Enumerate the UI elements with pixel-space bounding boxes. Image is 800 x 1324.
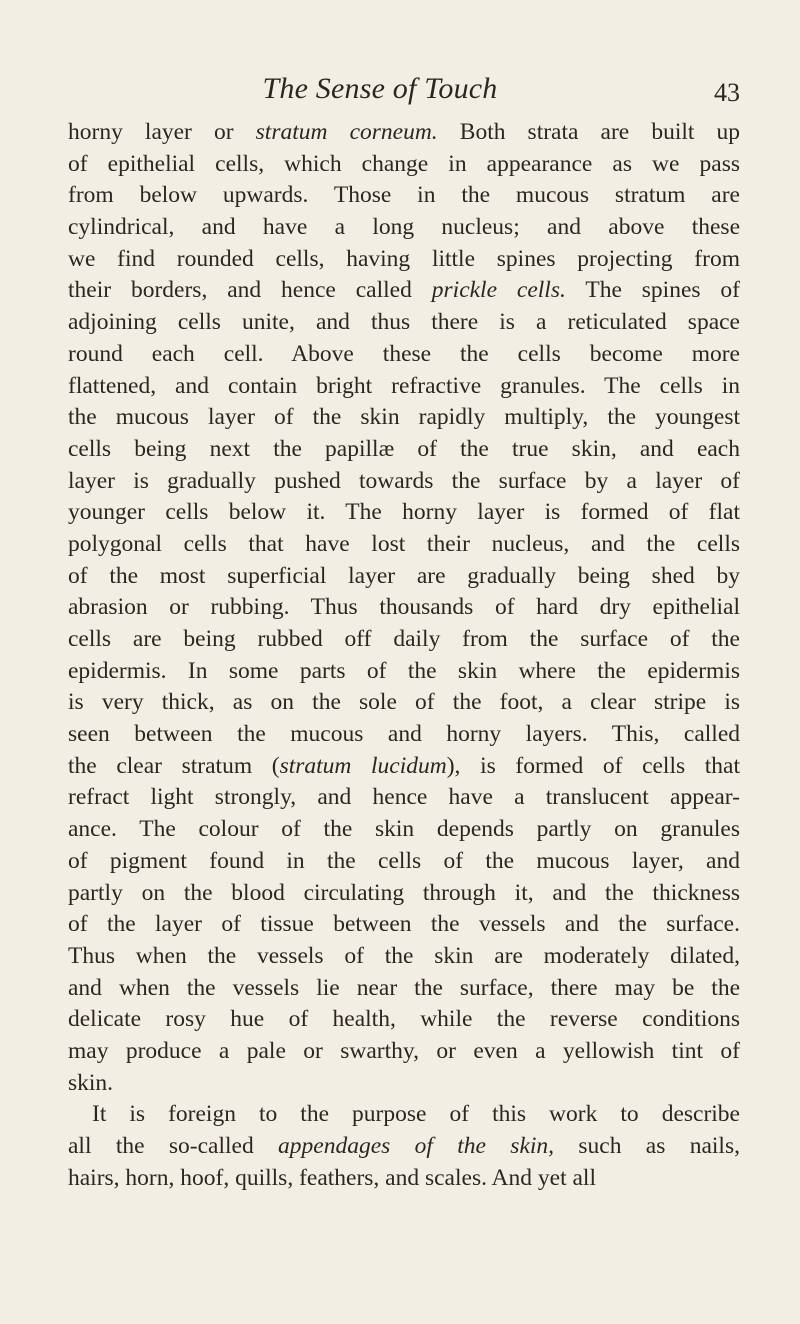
text-segment: may produce a pale or swarthy, or even a yellowish tint of [68, 1037, 740, 1064]
text-line [68, 624, 740, 656]
text-line [68, 307, 740, 339]
text-segment: flattened, and contain bright refractive granules. The cells in [68, 372, 740, 399]
text-segment: adjoining cells unite, and thus there is a reticulated space [68, 309, 740, 336]
text-line [68, 497, 740, 529]
text-line [68, 149, 740, 181]
text-line [68, 1131, 740, 1163]
text-line [68, 466, 740, 498]
text-line [68, 371, 740, 403]
text-segment: such as nails, [554, 1133, 740, 1159]
text-line [68, 180, 740, 212]
text-line [68, 751, 740, 783]
text-segment: horny layer or [68, 119, 256, 145]
text-segment: of the layer of tissue between the vessels and the surface. [68, 911, 740, 938]
text-line [68, 878, 740, 910]
text-segment: is very thick, as on the sole of the foot, a clear stripe is [68, 689, 740, 716]
text-line [68, 719, 740, 751]
text-segment: cells are being rubbed off daily from the surface of the [68, 626, 740, 652]
text-line [68, 846, 740, 878]
text-segment: abrasion or rubbing. Thus thousands of hard dry epithelial [68, 594, 740, 621]
text-line [68, 973, 740, 1005]
text-segment: from below upwards. Those in the mucous stratum are [68, 182, 740, 209]
text-line [68, 339, 740, 371]
text-segment: refract light strongly, and hence have a translucent appear- [68, 784, 740, 811]
text-segment: of pigment found in the cells of the mucous layer, and [68, 847, 740, 874]
text-segment: round each cell. Above these the cells become more [68, 340, 740, 367]
text-segment: ance. The colour of the skin depends partly on granules [68, 816, 740, 843]
text-segment: skin. [68, 1069, 114, 1096]
text-segment: of epithelial cells, which change in appearance as we pass [68, 150, 740, 177]
text-segment: younger cells below it. The horny layer is formed of flat [68, 499, 740, 526]
text-line [68, 656, 740, 688]
text-line [68, 117, 740, 149]
text-segment: ), is formed of cells that [446, 752, 740, 779]
text-segment: and when the vessels lie near the surface, there may be the [68, 974, 740, 1001]
text-segment: the mucous layer of the skin rapidly multiply, the youngest [68, 404, 740, 431]
text-line [68, 1068, 740, 1100]
text-line [68, 814, 740, 846]
body-text [68, 117, 740, 1194]
page-number: 43 [714, 78, 740, 107]
italic-term: stratum lucidum [279, 752, 447, 779]
text-line [68, 434, 740, 466]
text-line [68, 909, 740, 941]
text-segment: of the most superficial layer are gradually being shed by [68, 562, 740, 589]
text-segment: cylindrical, and have a long nucleus; and above these [68, 214, 740, 241]
text-line [68, 275, 740, 307]
text-segment: hairs, horn, hoof, quills, feathers, and scales. And yet all [68, 1164, 596, 1191]
text-segment: Thus when the vessels of the skin are moderately dilated, [68, 942, 740, 969]
text-segment: we find rounded cells, having little spines projecting from [68, 245, 740, 272]
text-segment: their borders, and hence called [68, 277, 432, 304]
text-segment: the clear stratum ( [68, 752, 280, 779]
text-line [68, 212, 740, 244]
page-header [0, 72, 800, 112]
running-title: The Sense of Touch [262, 72, 498, 105]
text-line [68, 561, 740, 593]
text-line [68, 1036, 740, 1068]
text-line [68, 1004, 740, 1036]
text-segment: delicate rosy hue of health, while the reverse conditions [68, 1006, 740, 1033]
text-segment: all the so-called [68, 1133, 279, 1159]
text-line [68, 402, 740, 434]
text-segment: seen between the mucous and horny layers. This, called [68, 721, 740, 748]
italic-term: stratum corneum. [255, 119, 438, 145]
text-segment: cells being next the papillæ of the true skin, and each [68, 435, 740, 462]
text-segment: polygonal cells that have lost their nucleus, and the cells [68, 530, 740, 557]
text-segment: layer is gradually pushed towards the surface by a layer of [68, 467, 740, 494]
text-segment: Both strata are built up [437, 119, 740, 145]
text-segment: It is foreign to the purpose of this work to describe [92, 1101, 740, 1128]
text-line [68, 941, 740, 973]
text-line [68, 592, 740, 624]
text-segment: epidermis. In some parts of the skin where the epidermis [68, 657, 740, 684]
text-line [68, 529, 740, 561]
text-line [68, 1163, 740, 1195]
italic-term: appendages of the skin, [278, 1133, 555, 1159]
text-line [68, 1099, 740, 1131]
italic-term: prickle cells. [431, 277, 566, 304]
text-segment: partly on the blood circulating through it, and the thickness [68, 879, 740, 906]
text-line [68, 687, 740, 719]
text-segment: The spines of [565, 277, 741, 304]
text-line [68, 244, 740, 276]
text-line [68, 782, 740, 814]
